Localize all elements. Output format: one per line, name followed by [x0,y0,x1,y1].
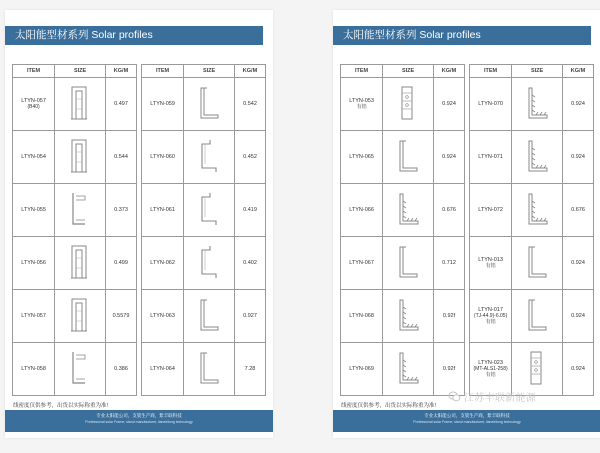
header-kgm: KG/M [562,65,593,78]
weight-cell: 0.92f [433,343,464,396]
profile-drawing [67,85,93,123]
profile-drawing [524,191,550,229]
item-subcode: 有铝 [485,372,496,379]
size-cell [512,131,563,184]
weight-cell: 0.676 [433,184,464,237]
table-row [13,343,137,396]
header-kgm: KG/M [105,65,136,78]
size-cell [55,78,106,131]
weight-cell: 0.499 [105,237,136,290]
item-cell [341,290,383,343]
item-code: LTYN-062 [150,259,175,266]
item-code: LTYN-060 [150,153,175,160]
table-row [341,78,465,131]
weight-cell: 0.924 [562,131,593,184]
item-cell [341,237,383,290]
size-cell [383,290,434,343]
table-row [341,131,465,184]
item-cell [341,184,383,237]
catalog-page-left [5,10,273,438]
weight-cell: 0.386 [105,343,136,396]
watermark [448,389,536,404]
size-cell [512,343,563,396]
weight-cell: 0.542 [234,78,265,131]
item-subcode: (B40) [27,104,40,111]
size-cell [55,290,106,343]
profile-drawing [395,297,421,335]
profile-drawing [196,297,222,335]
profile-drawing [67,244,93,282]
item-subcode: 有铝 [485,263,496,270]
weight-cell: 0.924 [562,290,593,343]
item-cell [13,343,55,396]
weight-cell: 0.452 [234,131,265,184]
weight-cell: 0.924 [562,237,593,290]
table-row [13,131,137,184]
item-cell [142,237,184,290]
watermark-text: 江苏丰联新能源 [464,393,537,404]
size-cell [55,343,106,396]
table-row [142,184,266,237]
item-code: LTYN-054 [21,153,46,160]
profile-drawing [524,85,550,123]
size-cell [184,184,235,237]
header-item: ITEM [13,65,55,78]
size-cell [55,237,106,290]
profile-drawing [395,191,421,229]
header-size: SIZE [184,65,235,78]
spec-table [340,64,465,396]
size-cell [184,131,235,184]
item-code: LTYN-053 [349,97,374,104]
item-code: LTYN-064 [150,365,175,372]
item-code: LTYN-072 [478,206,503,213]
item-code: LTYN-058 [21,365,46,372]
item-code: LTYN-066 [349,206,374,213]
item-subcode: (TJ-44.9)-6.05) [473,313,508,320]
item-code: LTYN-067 [349,259,374,266]
size-cell [512,184,563,237]
size-cell [512,237,563,290]
item-code: LTYN-055 [21,206,46,213]
size-cell [512,78,563,131]
table-row [470,343,594,396]
item-cell [470,78,512,131]
size-cell [383,78,434,131]
table-row [341,184,465,237]
profile-drawing [67,350,93,388]
item-cell [13,237,55,290]
size-cell [512,290,563,343]
spec-tables [12,64,266,396]
page-title: 太阳能型材系列 Solar profiles [333,26,591,45]
weight-cell: 0.92f [433,290,464,343]
weight-cell: 0.497 [105,78,136,131]
size-cell [55,131,106,184]
header-size: SIZE [383,65,434,78]
weight-cell: 0.544 [105,131,136,184]
profile-drawing [524,297,550,335]
spec-tables [340,64,594,396]
header-kgm: KG/M [433,65,464,78]
table-row [13,290,137,343]
item-cell [13,78,55,131]
weight-cell: 0.927 [234,290,265,343]
item-code: LTYN-063 [150,312,175,319]
header-kgm: KG/M [234,65,265,78]
item-cell [13,184,55,237]
item-cell [470,237,512,290]
table-row [470,290,594,343]
table-row [142,131,266,184]
table-row [13,184,137,237]
item-subcode: 有铝 [485,319,496,326]
header-item: ITEM [470,65,512,78]
item-cell [142,290,184,343]
table-row [341,237,465,290]
table-row [142,343,266,396]
header-item: ITEM [142,65,184,78]
item-cell [470,184,512,237]
profile-drawing [196,85,222,123]
weight-cell: 0.5579 [105,290,136,343]
table-row [341,343,465,396]
item-code: LTYN-070 [478,100,503,107]
item-code: LTYN-061 [150,206,175,213]
item-code: LTYN-057 [21,97,46,104]
footer-text: 专业太阳能公司，支架生产商，紫丰联科技 [424,413,510,418]
table-row [470,184,594,237]
table-row [470,78,594,131]
footer-text: 专业太阳能公司，支架生产商，紫丰联科技 [96,413,182,418]
spec-table [12,64,137,396]
weight-note: 线密度仅供参考，出货以实际称重为准! [13,403,109,409]
item-code: LTYN-071 [478,153,503,160]
header-size: SIZE [512,65,563,78]
item-cell [142,343,184,396]
page-footer [5,410,273,432]
item-cell [13,131,55,184]
profile-drawing [196,244,222,282]
table-row [470,131,594,184]
size-cell [383,184,434,237]
item-code: LTYN-069 [349,365,374,372]
profile-drawing [524,350,550,388]
weight-cell: 0.676 [562,184,593,237]
item-cell [341,78,383,131]
item-code: LTYN-068 [349,312,374,319]
table-row [13,78,137,131]
weight-note: 线密度仅供参考，出货以实际称重为准! [341,403,437,409]
header-size: SIZE [55,65,106,78]
size-cell [383,237,434,290]
item-cell [142,184,184,237]
catalog-page-right [333,10,600,438]
item-code: LTYN-056 [21,259,46,266]
footer-subtext: Professional solar Frame, stand manufacturer, lianzhitong technology [85,420,193,424]
header-item: ITEM [341,65,383,78]
table-row [341,290,465,343]
profile-drawing [395,138,421,176]
weight-cell: 0.924 [433,131,464,184]
spec-table [141,64,266,396]
size-cell [383,343,434,396]
item-cell [142,78,184,131]
item-cell [470,131,512,184]
item-code: LTYN-023 [478,359,503,366]
page-footer [333,410,600,432]
footer-subtext: Professional solar Frame, stand manufacturer, lianzhitong technology [413,420,521,424]
size-cell [184,78,235,131]
weight-cell: 0.924 [562,343,593,396]
item-code: LTYN-017 [478,306,503,313]
item-cell [142,131,184,184]
spec-table [469,64,594,396]
weight-cell: 0.924 [433,78,464,131]
profile-drawing [196,191,222,229]
size-cell [184,237,235,290]
table-row [13,237,137,290]
weight-cell: 0.402 [234,237,265,290]
table-row [142,237,266,290]
weight-cell: 0.712 [433,237,464,290]
profile-drawing [196,138,222,176]
weight-cell: 0.924 [562,78,593,131]
weight-cell: 0.419 [234,184,265,237]
profile-drawing [67,138,93,176]
profile-drawing [395,244,421,282]
item-cell [341,131,383,184]
item-cell [341,343,383,396]
table-row [142,78,266,131]
item-cell [13,290,55,343]
profile-drawing [67,297,93,335]
profile-drawing [524,244,550,282]
item-subcode: 有铝 [356,104,367,111]
item-code: LTYN-065 [349,153,374,160]
item-cell [470,290,512,343]
item-code: LTYN-013 [478,256,503,263]
item-code: LTYN-057 [21,312,46,319]
item-subcode: (MT-ALS1-258) [473,366,508,373]
page-title: 太阳能型材系列 Solar profiles [5,26,263,45]
profile-drawing [524,138,550,176]
size-cell [184,343,235,396]
profile-drawing [395,350,421,388]
wechat-icon [448,390,461,403]
profile-drawing [395,85,421,123]
weight-cell: 7.28 [234,343,265,396]
item-cell [470,343,512,396]
table-row [142,290,266,343]
size-cell [184,290,235,343]
item-code: LTYN-059 [150,100,175,107]
profile-drawing [196,350,222,388]
size-cell [55,184,106,237]
size-cell [383,131,434,184]
table-row [470,237,594,290]
profile-drawing [67,191,93,229]
weight-cell: 0.373 [105,184,136,237]
